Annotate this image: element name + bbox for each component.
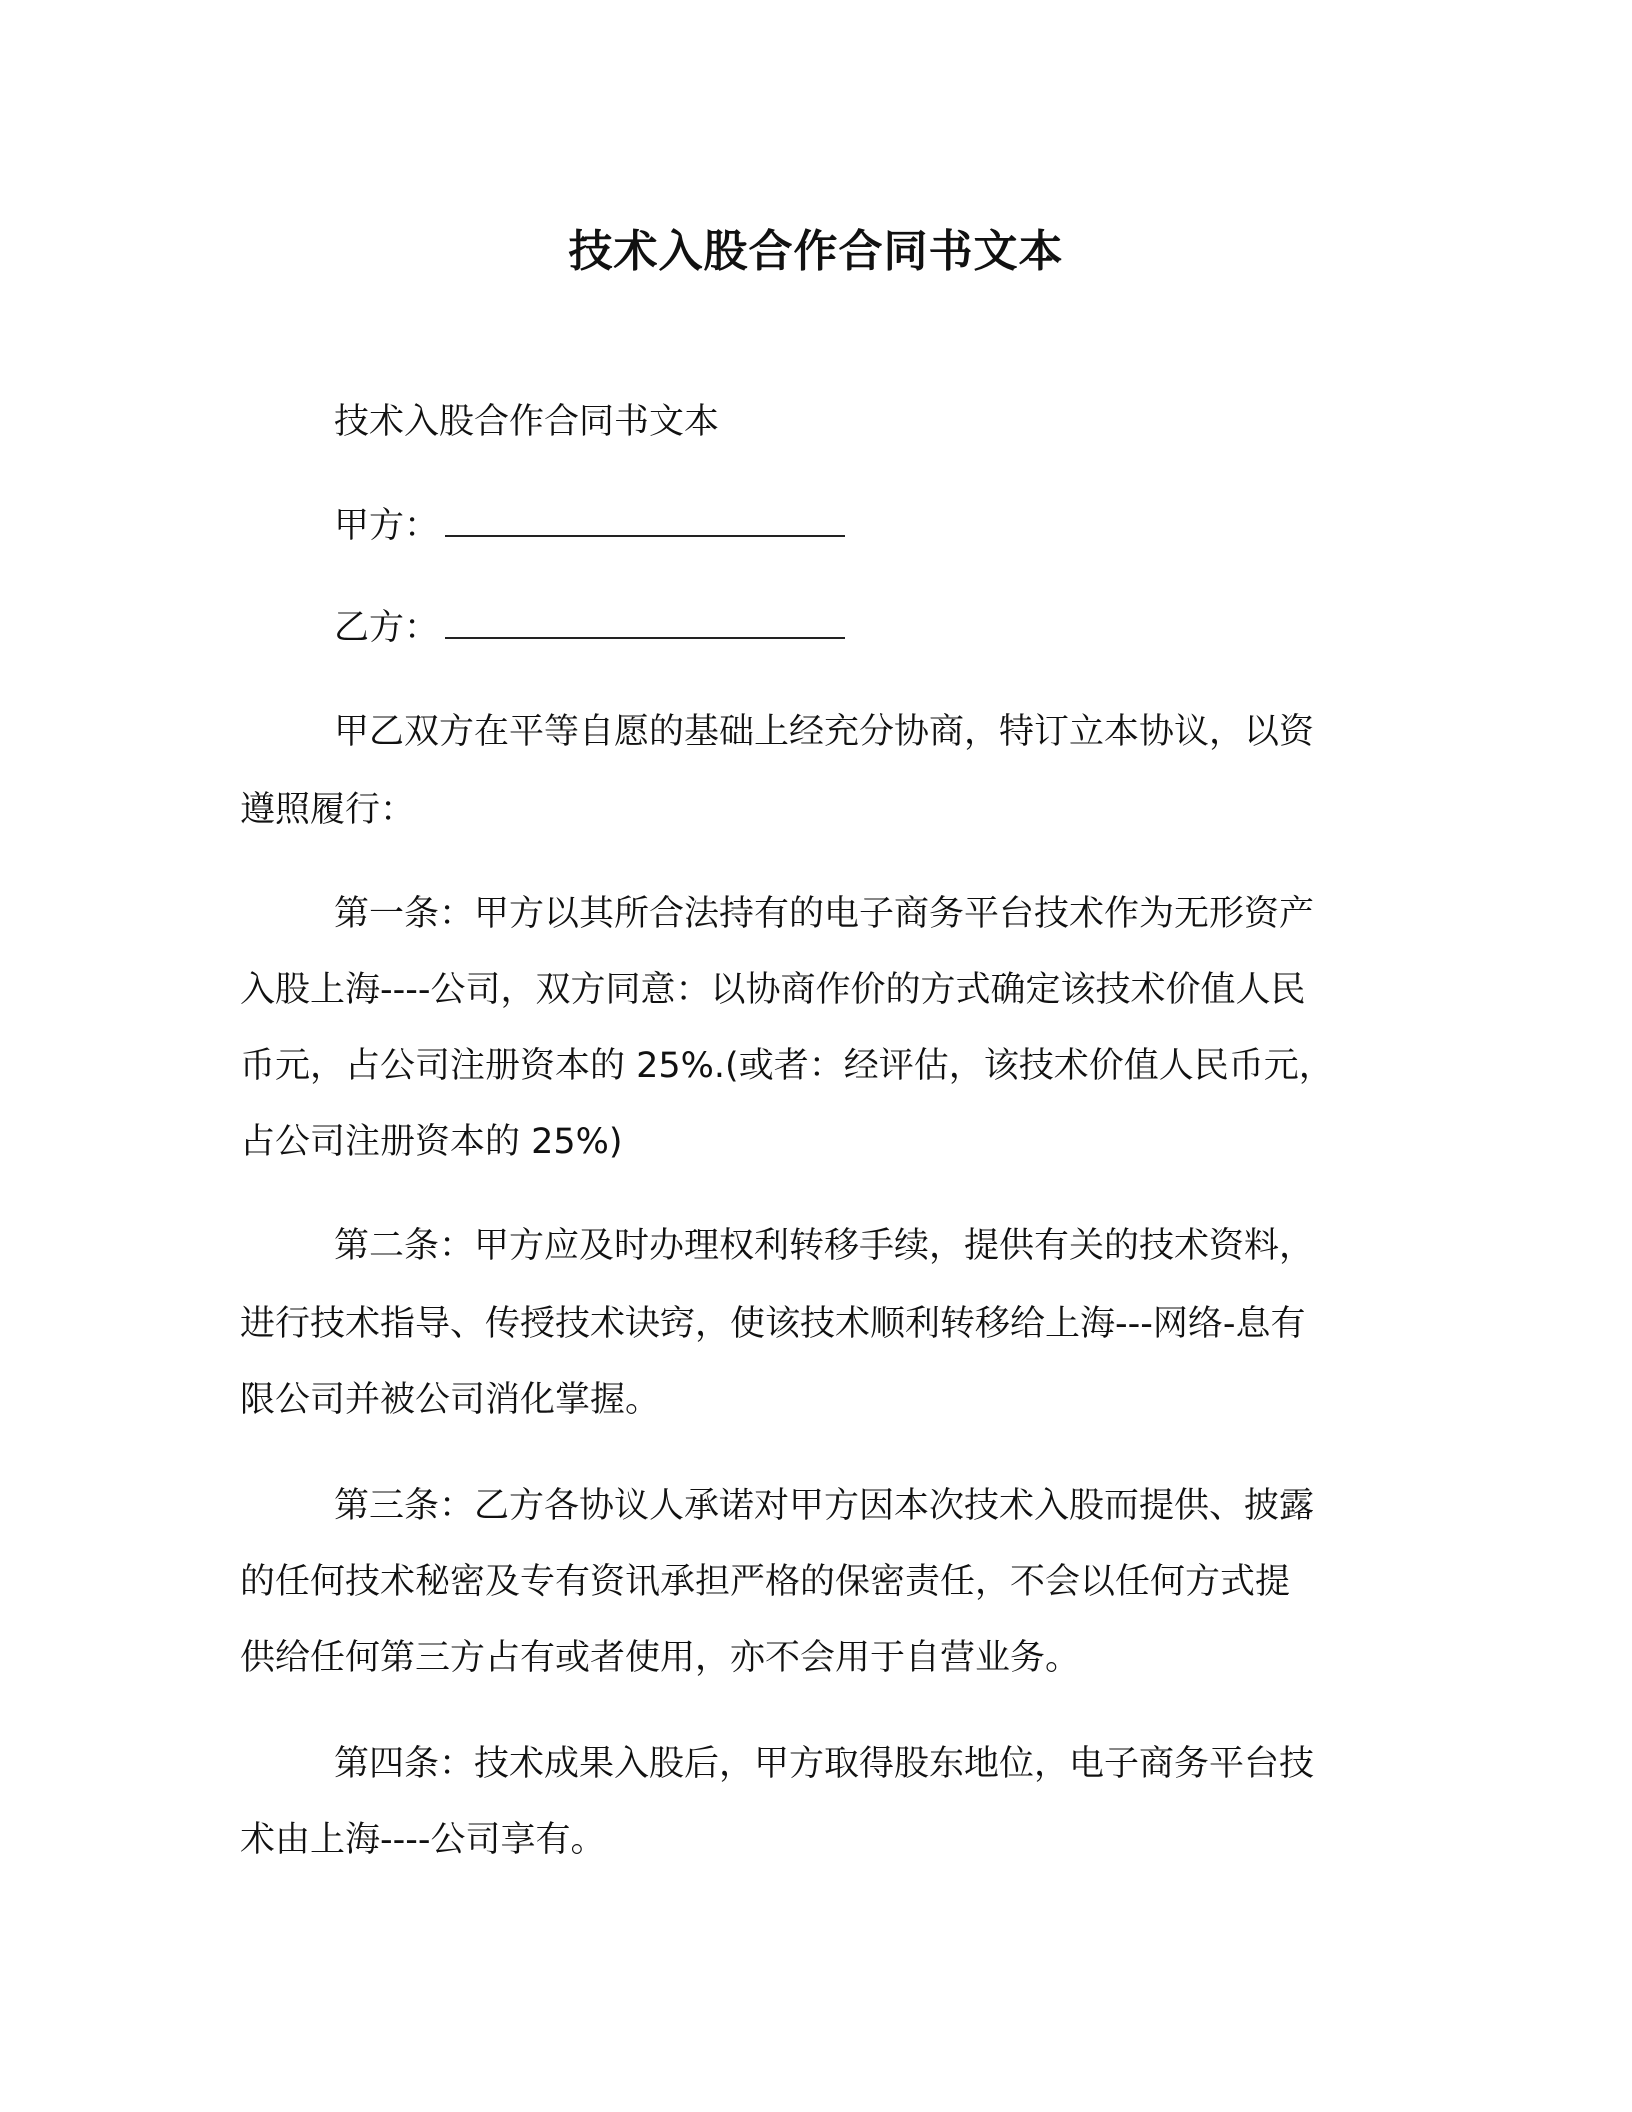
- paragraph-line: 限公司并被公司消化掌握。: [240, 1380, 661, 1420]
- paragraph-line: 供给任何第三方占有或者使用，亦不会用于自营业务。: [240, 1638, 1081, 1678]
- paragraph-line: 的任何技术秘密及专有资讯承担严格的保密责任，不会以任何方式提: [240, 1562, 1291, 1602]
- document-subtitle: 技术入股合作合同书文本: [334, 402, 720, 442]
- party-a-line: [334, 502, 845, 550]
- paragraph-line: 第三条：乙方各协议人承诺对甲方因本次技术入股而提供、披露: [334, 1486, 1315, 1526]
- party-b-line: [334, 604, 845, 652]
- party-b-label: 乙方：: [334, 608, 440, 648]
- paragraph-line: 占公司注册资本的 25%): [240, 1122, 623, 1162]
- paragraph-line: 入股上海----公司，双方同意：以协商作价的方式确定该技术价值人民: [240, 970, 1306, 1010]
- document-title: 技术入股合作合同书文本: [568, 226, 1064, 277]
- paragraph-line: 币元，占公司注册资本的 25%.(或者：经评估，该技术价值人民币元，: [240, 1046, 1334, 1086]
- paragraph-line: 第二条：甲方应及时办理权利转移手续，提供有关的技术资料，: [334, 1226, 1315, 1266]
- paragraph-line: 遵照履行：: [240, 790, 416, 830]
- party-a-blank: [445, 505, 845, 537]
- party-a-label: 甲方：: [334, 506, 440, 546]
- paragraph-line: 甲乙双方在平等自愿的基础上经充分协商，特订立本协议，以资: [334, 712, 1315, 752]
- paragraph-line: 第一条：甲方以其所合法持有的电子商务平台技术作为无形资产: [334, 894, 1315, 934]
- paragraph-line: 术由上海----公司享有。: [240, 1820, 606, 1860]
- paragraph-line: 进行技术指导、传授技术诀窍，使该技术顺利转移给上海---网络-息有: [240, 1304, 1306, 1344]
- paragraph-line: 第四条：技术成果入股后，甲方取得股东地位，电子商务平台技: [334, 1744, 1315, 1784]
- party-b-blank: [445, 607, 845, 639]
